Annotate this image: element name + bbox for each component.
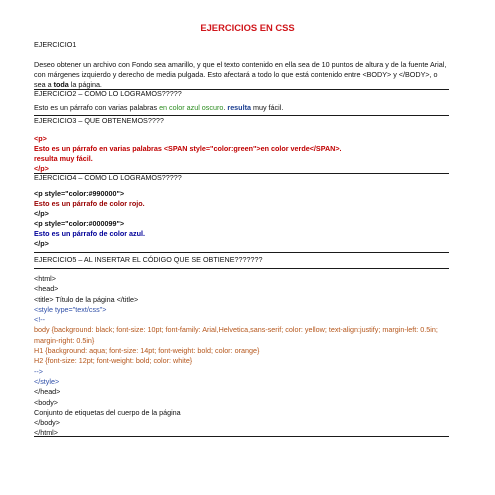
code-line: <!-- [34,315,45,325]
code-line: H2 {font-size: 12pt; font-weight: bold; color: white} [34,356,193,366]
exercise-1-text-b: la página. [68,80,102,89]
exercise-5-code [34,274,449,439]
code-line: <head> [34,284,59,294]
exercise-1-text-a: Deseo obtener un archivo con Fondo sea amarillo, y que el texto contenido en ella sea de 10 puntos de altura y de la fuente Arial, con márgenes izquierdo y derecho de media pulgada. Esto afectará a todo lo que está contenido entre <BODY> y </BODY>, o sea a [34,60,447,89]
exercise-2 [34,89,449,99]
exercise-3-line: </p> [34,164,49,173]
exercise-2-paragraph [34,103,449,113]
divider-6 [34,436,449,437]
exercise-3-line: resulta muy fácil. [34,154,93,163]
divider-5 [34,268,449,269]
code-line: body {background: black; font-size: 10pt; font-family: Arial,Helvetica,sans-serif; color: yellow; text-align:justify; margin-left: 0.5in; margin-right: 0.5in} [34,325,438,345]
code-line: <title> Título de la página </title> [34,294,139,304]
code-line: --> [34,366,43,376]
exercise-4 [34,173,449,183]
exercise-4-line: </p> [34,239,49,248]
exercise-3-label: EJERCICIO3 – QUE OBTENEMOS???? [34,116,164,125]
exercise-2-text-a: Esto es un párrafo con varias palabras [34,103,160,112]
exercise-3-line: Esto es un párrafo en varias palabras <SPAN style="color:green">en color verde</SPAN>. [34,144,342,153]
exercise-2-label: EJERCICIO2 – COMO LO LOGRAMOS????? [34,89,182,98]
exercise-4-label: EJERCICIO4 – COMO LO LOGRAMOS????? [34,173,182,182]
exercise-1 [34,40,449,50]
code-line: H1 {background: aqua; font-size: 14pt; font-weight: bold; color: orange} [34,346,260,356]
exercise-5 [34,255,449,265]
code-line: </html> [34,428,58,438]
code-line: <html> [34,274,56,283]
exercise-4-blue-paragraph: Esto es un párrafo de color azul. [34,229,146,238]
exercise-4-code [34,189,449,249]
code-line: </body> [34,418,60,428]
exercise-2-text-c: muy fácil. [250,103,284,112]
page-title: EJERCICIOS EN CSS [200,22,295,33]
code-line: <style type="text/css"> [34,304,107,314]
exercise-4-line: <p style="color:#990000"> [34,189,125,198]
exercise-1-text [34,60,449,90]
divider-4 [34,252,449,253]
exercise-5-label: EJERCICIO5 – AL INSERTAR EL CÓDIGO QUE SE OBTIENE??????? [34,255,263,264]
exercise-1-label: EJERCICIO1 [34,40,77,49]
code-line: </style> [34,376,60,386]
exercise-2-green-text: en color azul oscuro [159,103,224,112]
code-line: <body> [34,397,58,407]
exercise-4-line: <p style="color:#000099"> [34,219,125,228]
exercise-2-blue-text: resulta [227,103,251,112]
code-line: Conjunto de etiquetas del cuerpo de la página [34,407,181,417]
exercise-3 [34,116,449,126]
exercise-2-text-b: . [223,103,228,112]
exercise-1-text-bold: toda [53,80,69,89]
code-line: </head> [34,387,61,397]
exercise-3-line: <p> [34,134,47,143]
exercise-3-code [34,134,449,174]
exercise-4-red-paragraph: Esto es un párrafo de color rojo. [34,199,145,208]
exercise-4-line: </p> [34,209,49,218]
